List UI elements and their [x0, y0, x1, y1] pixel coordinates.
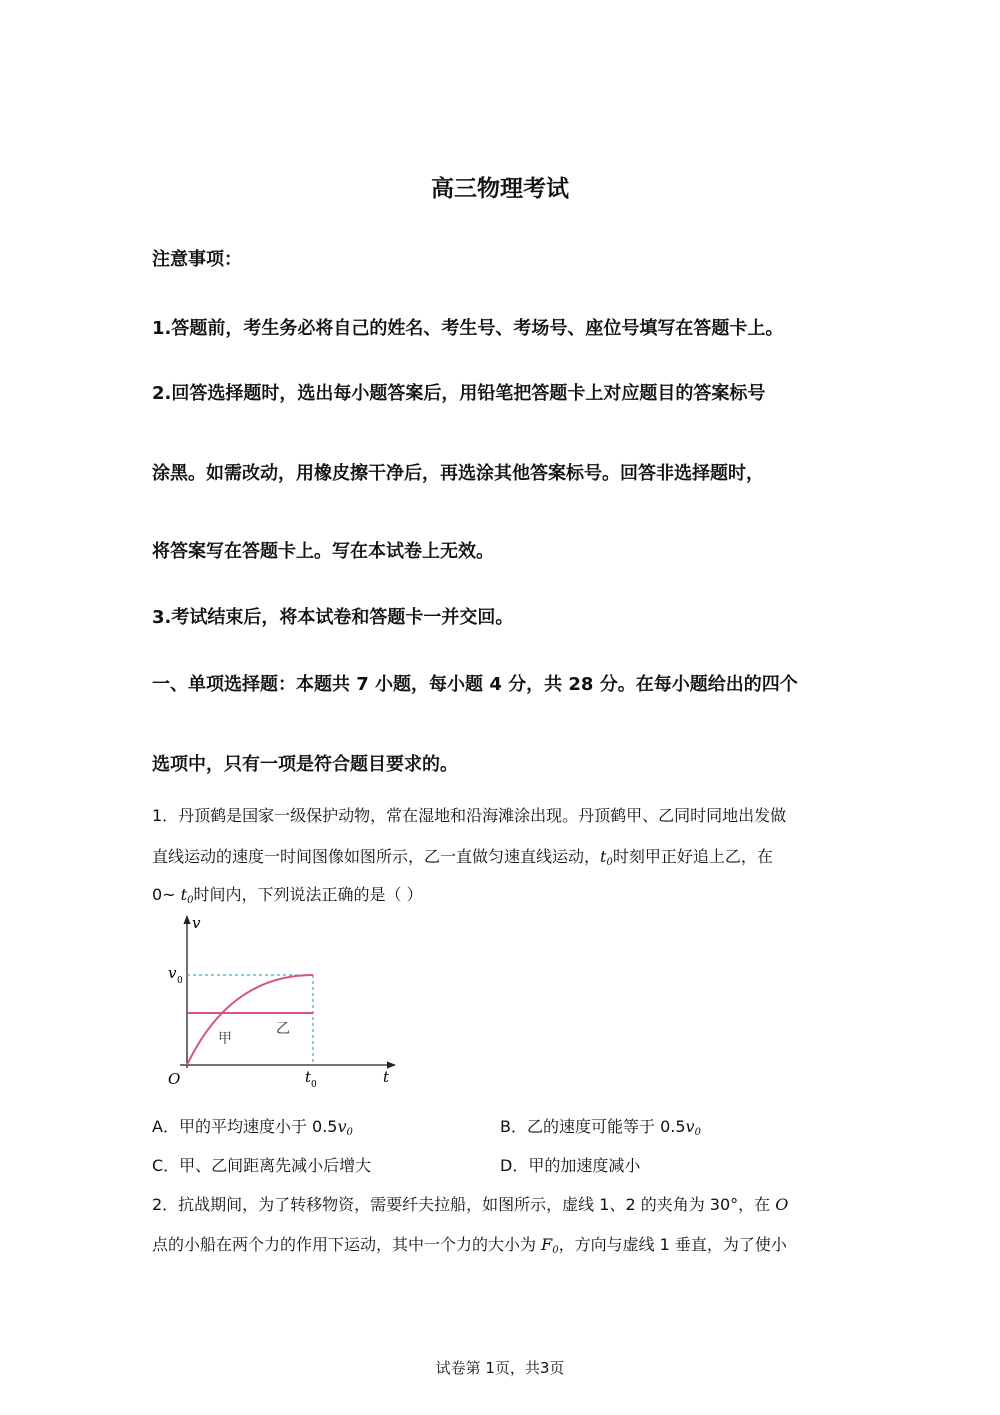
- notice-item-2-line-3: 将答案写在答题卡上。写在本试卷上无效。: [152, 541, 494, 562]
- q1-option-a: [152, 1114, 353, 1138]
- q1-option-a-v: v: [337, 1117, 347, 1136]
- q1-line-3-t0-subscript: 0: [187, 895, 194, 906]
- q1-option-a-subscript: 0: [346, 1127, 353, 1138]
- section-heading-line-1: 一、单项选择题：本题共 7 小题，每小题 4 分，共 28 分。在每小题给出的四个: [152, 674, 798, 695]
- jia-label: 甲: [218, 1031, 232, 1047]
- jia-curve: [187, 975, 313, 1065]
- q2-point-o: O: [775, 1195, 789, 1214]
- notice-heading: 注意事项：: [152, 249, 242, 270]
- q1-line-1: 1．丹顶鹤是国家一级保护动物，常在湿地和沿海滩涂出现。丹顶鹤甲、乙同时同地出发做: [152, 806, 787, 825]
- q1-option-b-text: B．乙的速度可能等于 0.5: [500, 1117, 686, 1136]
- section-heading-line-2: 选项中，只有一项是符合题目要求的。: [152, 754, 458, 775]
- q2-force-subscript: 0: [552, 1245, 559, 1256]
- q1-option-c: C．甲、乙间距离先减小后增大: [152, 1156, 372, 1175]
- q1-line-3-text-a: 0~: [152, 885, 181, 904]
- v0-label: v: [168, 964, 177, 982]
- q1-option-b: [500, 1114, 701, 1138]
- x-axis-label: t: [383, 1068, 390, 1086]
- y-axis-label: v: [192, 914, 201, 932]
- q1-line-3: [152, 882, 423, 906]
- notice-item-2-line-2: 涂黑。如需改动，用橡皮擦干净后，再选涂其他答案标号。回答非选择题时，: [152, 463, 764, 484]
- q1-t0-symbol: t: [600, 847, 607, 866]
- notice-item-1: 1.答题前，考生务必将自己的姓名、考生号、考场号、座位号填写在答题卡上。: [152, 318, 784, 339]
- v0-label-subscript: 0: [177, 976, 183, 986]
- q1-line-3-text-b: 时间内，下列说法正确的是（ ）: [193, 885, 423, 904]
- q2-line-1: [152, 1192, 788, 1215]
- q1-line-3-t0-symbol: t: [180, 885, 188, 904]
- q1-line-2-text-b: 时刻甲正好追上乙，在: [612, 847, 773, 866]
- q1-option-b-v: v: [685, 1117, 695, 1136]
- notice-item-2-line-1: 2.回答选择题时，选出每小题答案后，用铅笔把答题卡上对应题目的答案标号: [152, 383, 766, 404]
- q2-line-1-text: 2．抗战期间，为了转移物资，需要纤夫拉船，如图所示，虚线 1、2 的夹角为 30°，在: [152, 1195, 776, 1214]
- origin-label: O: [168, 1070, 181, 1088]
- q2-force-f: F: [541, 1235, 553, 1254]
- q1-line-2: [152, 844, 773, 868]
- q2-line-2-text-a: 点的小船在两个力的作用下运动，其中一个力的大小为: [152, 1235, 542, 1254]
- q2-line-2-text-b: ，方向与虚线 1 垂直，为了使小: [558, 1235, 787, 1254]
- q1-option-d: D．甲的加速度减小: [500, 1156, 641, 1175]
- t0-label-subscript: 0: [311, 1080, 317, 1090]
- q2-line-2: [152, 1232, 787, 1256]
- notice-item-3: 3.考试结束后，将本试卷和答题卡一并交回。: [152, 607, 514, 628]
- t0-label: t: [305, 1068, 312, 1086]
- vt-graph: [150, 910, 410, 1095]
- q1-t0-subscript: 0: [606, 857, 613, 868]
- q1-option-b-subscript: 0: [694, 1127, 701, 1138]
- q1-line-2-text-a: 直线运动的速度一时间图像如图所示，乙一直做匀速直线运动，: [152, 847, 601, 866]
- page-footer: 试卷第 1页，共3页: [435, 1359, 565, 1377]
- q1-option-a-text: A．甲的平均速度小于 0.5: [152, 1117, 338, 1136]
- yi-label: 乙: [276, 1021, 290, 1037]
- page-title: 高三物理考试: [431, 176, 569, 202]
